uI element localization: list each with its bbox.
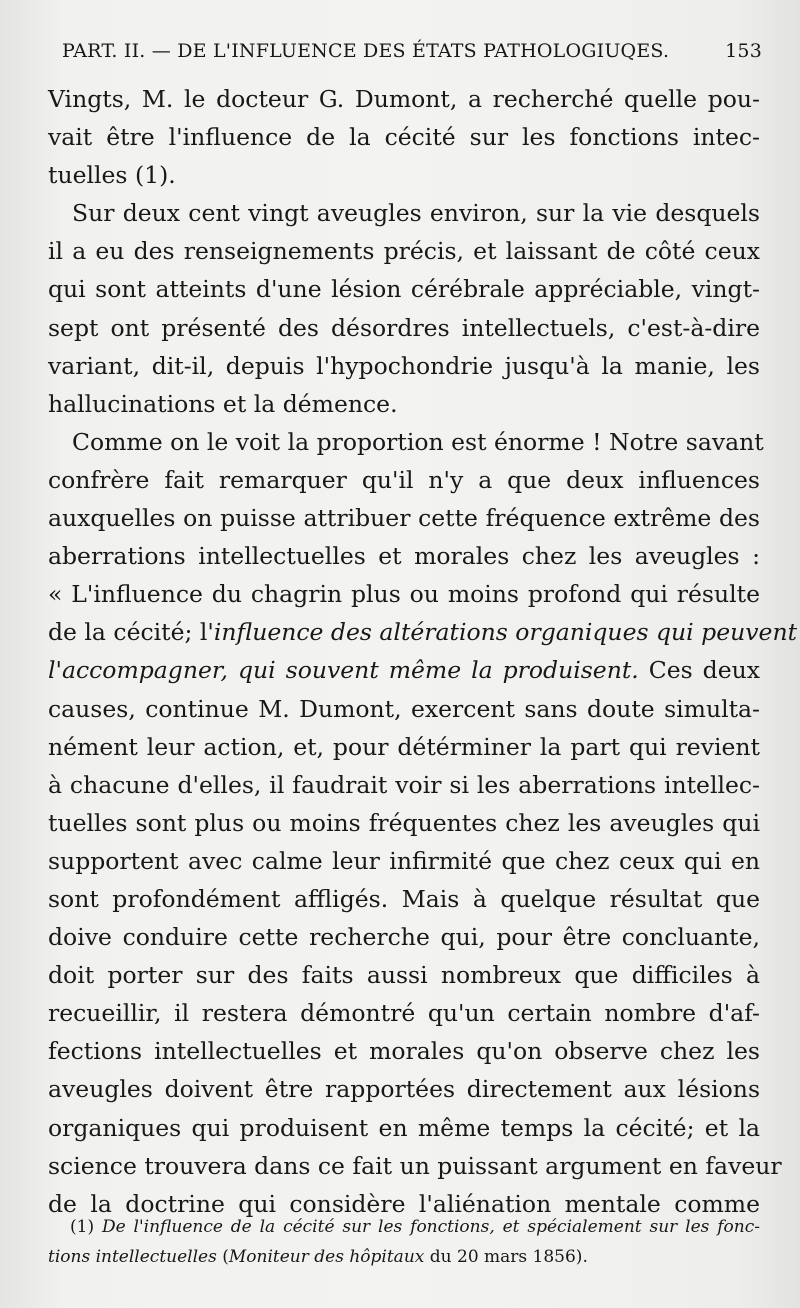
text-run: organiques qui produisent en même temps la cécité; et la <box>48 1113 760 1142</box>
footnotes <box>48 1212 760 1272</box>
text-run: ( <box>216 1247 229 1267</box>
text-run: recueillir, il restera démontré qu'un certain nombre d'af- <box>48 999 760 1028</box>
text-run: Comme on le voit la proportion est énorme ! Notre savant <box>72 427 764 456</box>
text-line <box>48 918 760 956</box>
text-line <box>48 690 760 728</box>
footnote-line <box>48 1242 760 1272</box>
text-run: vait être l'influence de la cécité sur les fonctions intec- <box>48 123 760 152</box>
text-run: du 20 mars 1856). <box>424 1247 588 1267</box>
text-line <box>48 461 760 499</box>
text-run: doive conduire cette recherche qui, pour être concluante, <box>48 923 760 952</box>
text-line <box>48 1070 760 1108</box>
text-line <box>48 766 760 804</box>
text-line <box>48 728 760 766</box>
text-run: il a eu des renseignements précis, et laissant de côté ceux <box>48 237 760 266</box>
text-line <box>48 1109 760 1147</box>
text-line <box>48 537 760 575</box>
text-run: aveugles doivent être rapportées directement aux lésions <box>48 1075 760 1104</box>
text-run: confrère fait remarquer qu'il n'y a que deux influences <box>48 465 760 494</box>
text-line <box>48 385 760 423</box>
running-head <box>62 40 762 70</box>
text-line <box>48 1147 782 1185</box>
italic-run: tions intellectuelles <box>48 1247 217 1267</box>
text-run: sept ont présenté des désordres intellectuels, c'est-à-dire <box>48 313 760 342</box>
text-line <box>48 499 760 537</box>
text-run: Sur deux cent vingt aveugles environ, sur la vie desquels <box>72 199 760 228</box>
text-run: tuelles (1). <box>48 161 176 190</box>
text-line <box>48 613 798 651</box>
text-line <box>48 118 760 156</box>
text-line <box>48 651 760 689</box>
text-run: hallucinations et la démence. <box>48 389 398 418</box>
text-run: tuelles sont plus ou moins fréquentes chez les aveugles qui <box>48 808 760 837</box>
italic-run: De l'influence de la cécité sur les fonctions, et spécialement sur les fonc- <box>101 1217 761 1237</box>
text-line <box>48 270 760 308</box>
text-run: Ces deux <box>638 656 760 685</box>
text-line <box>48 423 764 461</box>
body-text <box>48 80 798 1223</box>
text-run: fections intellectuelles et morales qu'on observe chez les <box>48 1037 760 1066</box>
text-line <box>48 347 760 385</box>
text-run: supportent avec calme leur infirmité que chez ceux qui en <box>48 846 760 875</box>
text-line <box>48 194 760 232</box>
italic-run: Moniteur des hôpitaux <box>228 1247 425 1267</box>
text-run: Vingts, M. le docteur G. Dumont, a recherché quelle pou- <box>48 85 760 113</box>
text-run: variant, dit-il, depuis l'hypochondrie jusqu'à la manie, les <box>48 351 760 380</box>
text-line <box>48 80 760 118</box>
text-line <box>48 232 760 270</box>
text-line <box>48 309 760 347</box>
text-run: (1) <box>70 1217 102 1237</box>
text-line <box>48 804 760 842</box>
text-run: doit porter sur des faits aussi nombreux que difficiles à <box>48 961 760 990</box>
italic-run: influence des altérations organiques qui peuvent <box>213 618 798 647</box>
text-run: qui sont atteints d'une lésion cérébrale appréciable, vingt- <box>48 275 760 304</box>
text-run: « L'influence du chagrin plus ou moins profond qui résulte <box>48 580 760 609</box>
text-line <box>48 1032 760 1070</box>
page-number: 153 <box>725 40 762 62</box>
text-line <box>48 842 760 880</box>
text-line <box>48 880 760 918</box>
text-run: à chacune d'elles, il faudrait voir si les aberrations intellec- <box>48 770 760 799</box>
text-run: de la cécité; l' <box>48 618 214 647</box>
text-run: causes, continue M. Dumont, exercent sans doute simulta- <box>48 694 760 723</box>
text-run: auxquelles on puisse attribuer cette fréquence extrême des <box>48 504 760 533</box>
footnote-line <box>48 1212 760 1242</box>
text-run: sont profondément affligés. Mais à quelque résultat que <box>48 884 760 913</box>
text-run: aberrations intellectuelles et morales chez les aveugles : <box>48 542 760 571</box>
text-line <box>48 956 760 994</box>
running-head-title: PART. II. — DE L'INFLUENCE DES ÉTATS PATHOLOGIUQES. <box>62 40 670 62</box>
text-line <box>48 156 760 194</box>
text-line <box>48 994 760 1032</box>
text-run: nément leur action, et, pour détérminer la part qui revient <box>48 732 760 761</box>
text-run: de la doctrine qui considère l'aliénation mentale comme <box>48 1189 760 1218</box>
italic-run: l'accompagner, qui souvent même la produisent. <box>48 656 639 685</box>
text-line <box>48 575 760 613</box>
text-run: science trouvera dans ce fait un puissant argument en faveur <box>48 1151 782 1180</box>
